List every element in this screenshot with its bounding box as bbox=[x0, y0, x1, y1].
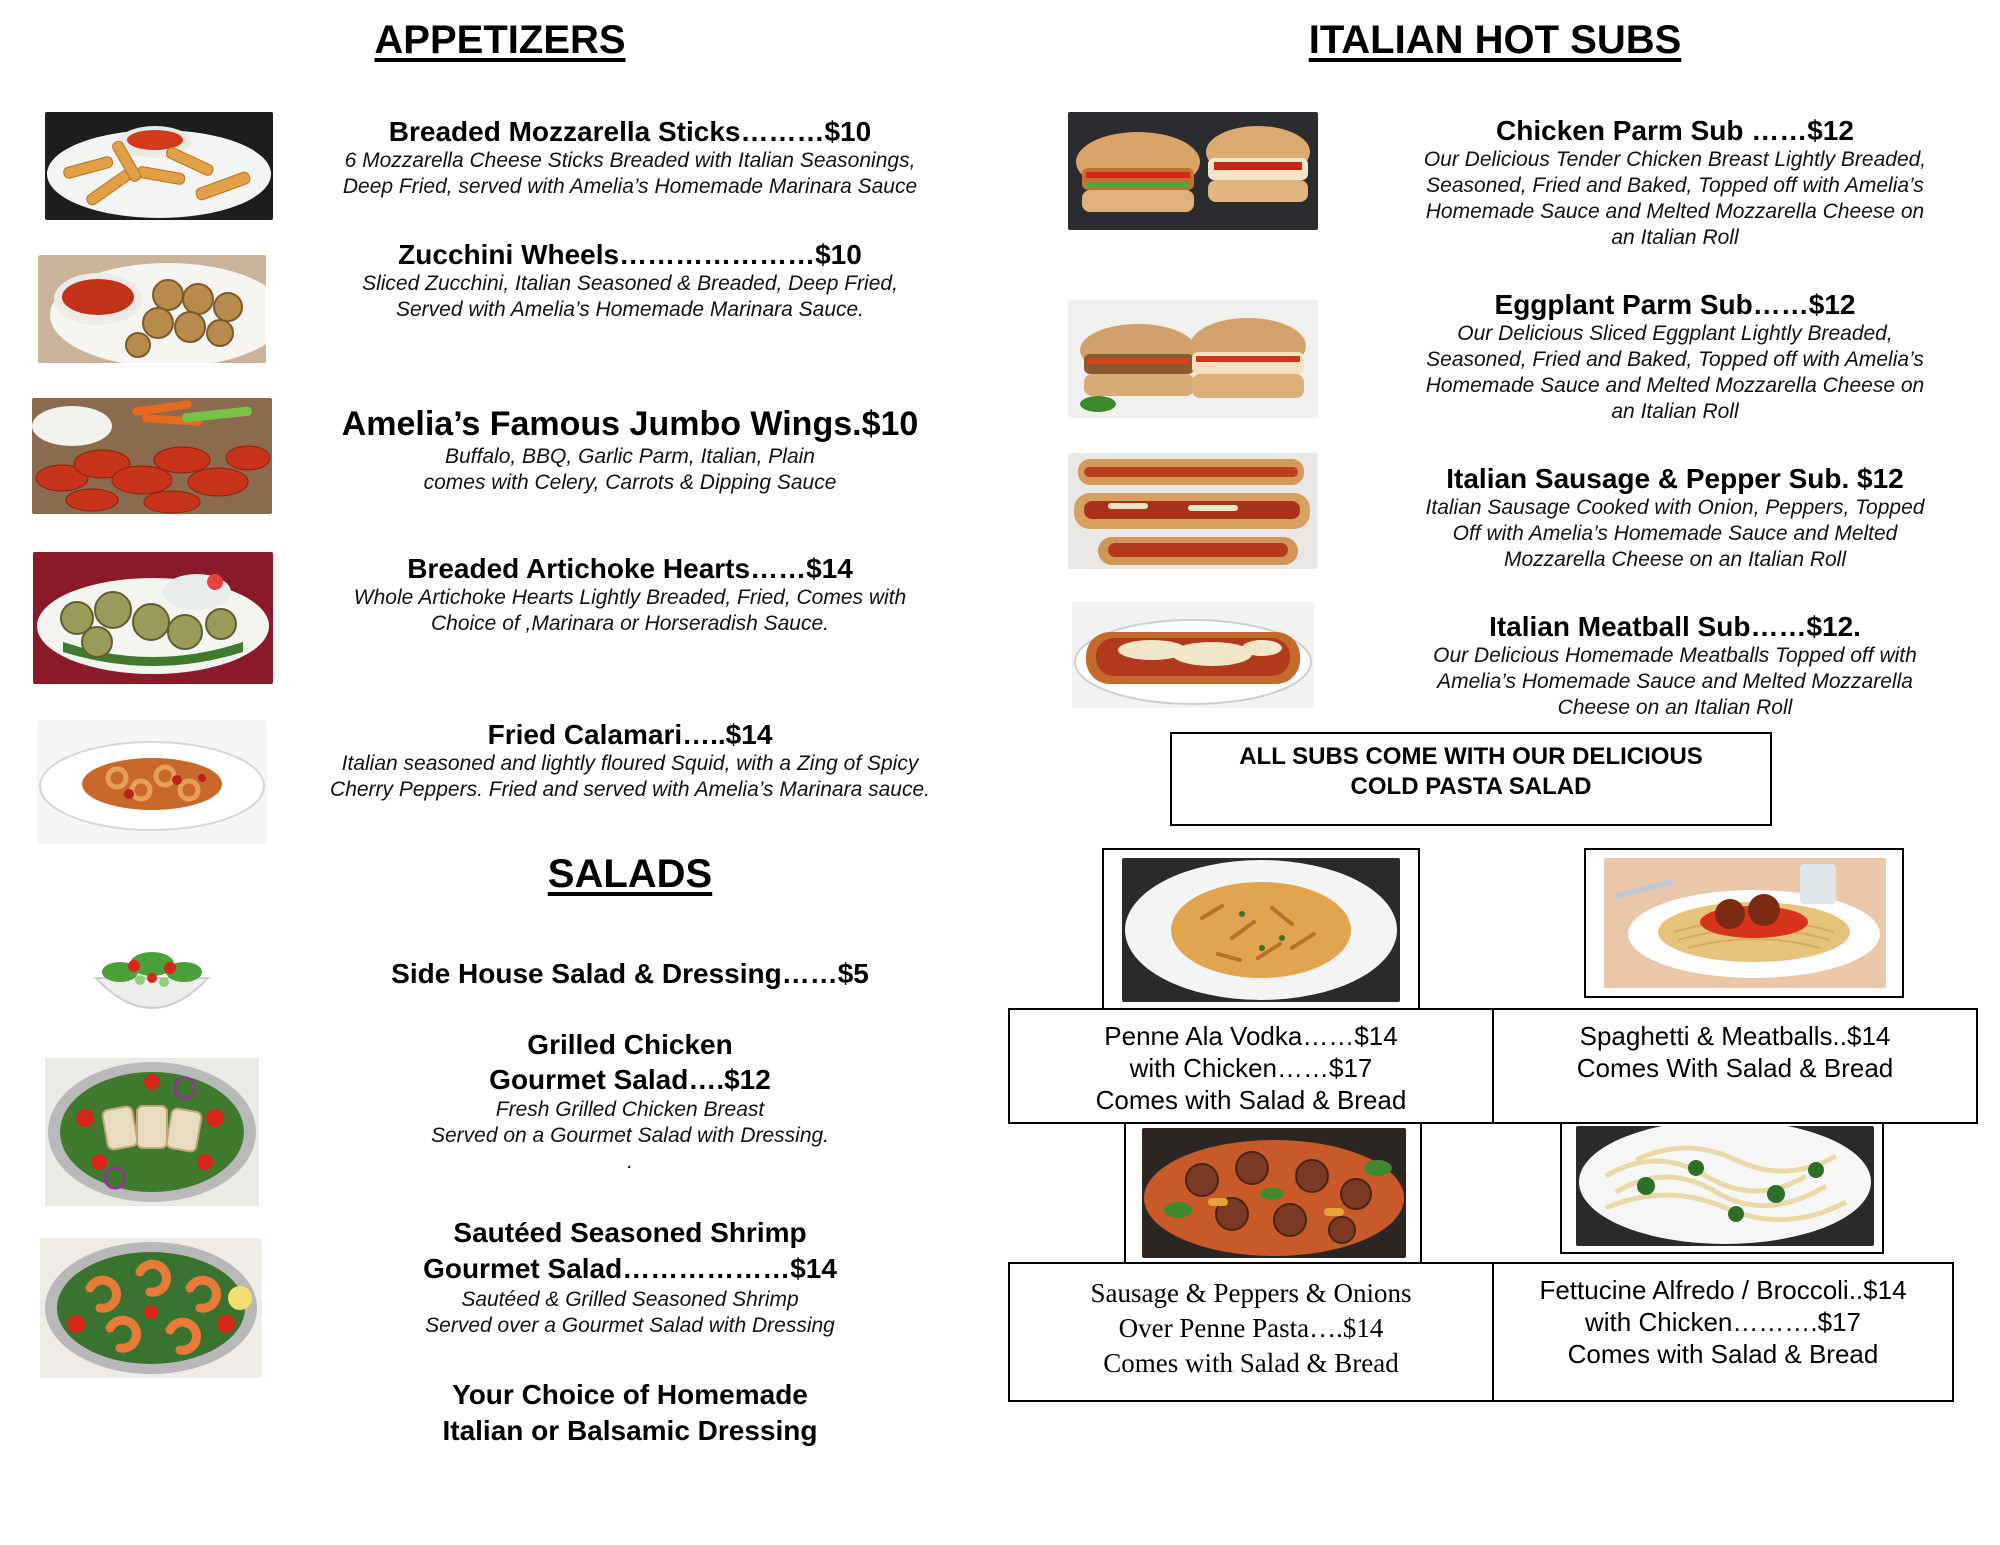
appetizers-heading: APPETIZERS bbox=[374, 18, 626, 62]
item-description: Buffalo, BBQ, Garlic Parm, Italian, Plain comes with Celery, Carrots & Dipping Sauce bbox=[423, 445, 837, 494]
appetizer-item bbox=[300, 238, 960, 323]
spaghetti-meatballs-photo-frame bbox=[1584, 848, 1904, 998]
penne-vodka-photo-frame bbox=[1102, 848, 1420, 1010]
item-name: Zucchini Wheels…………………$10 bbox=[398, 239, 862, 270]
sub-item bbox=[1370, 610, 1980, 721]
item-name: Italian Sausage & Pepper Sub. $12 bbox=[1446, 463, 1904, 494]
shrimp-salad-icon bbox=[40, 1238, 262, 1378]
subs-heading: ITALIAN HOT SUBS bbox=[1308, 18, 1682, 62]
calamari-icon bbox=[37, 720, 267, 844]
appetizer-item bbox=[300, 552, 960, 637]
item-description: 6 Mozzarella Cheese Sticks Breaded with Italian Seasonings, Deep Fried, served with Amelia’s Homemade Marinara Sauce bbox=[342, 149, 918, 198]
item-name: Amelia’s Famous Jumbo Wings.$10 bbox=[341, 405, 919, 443]
fettucine-alfredo-box: Fettucine Alfredo / Broccoli..$14 with Chicken……….$17 Comes with Salad & Bread bbox=[1492, 1262, 1954, 1402]
appetizer-item bbox=[300, 404, 960, 496]
item-description: Italian seasoned and lightly floured Squid, with a Zing of Spicy Cherry Peppers. Fried and served with Amelia’s Marinara sauce. bbox=[330, 752, 930, 801]
item-description: Fresh Grilled Chicken Breast Served on a Gourmet Salad with Dressing. . bbox=[430, 1098, 830, 1173]
item-description: Our Delicious Tender Chicken Breast Lightly Breaded, Seasoned, Fried and Baked, Topped off with Amelia’s Homemade Sauce and Melted Mozzarella Cheese on an Italian Roll bbox=[1423, 148, 1927, 249]
appetizer-item bbox=[290, 718, 970, 803]
item-description: Our Delicious Homemade Meatballs Topped off with Amelia’s Homemade Sauce and Melted Mozzarella Cheese on an Italian Roll bbox=[1433, 644, 1917, 719]
meatball-sub-icon bbox=[1072, 602, 1314, 708]
sub-item bbox=[1370, 114, 1980, 251]
salads-heading: SALADS bbox=[547, 852, 713, 896]
sausage-penne-box: Sausage & Peppers & Onions Over Penne Pasta….$14 Comes with Salad & Bread bbox=[1008, 1262, 1494, 1402]
dressing-note bbox=[330, 1377, 930, 1449]
item-name: Eggplant Parm Sub……$12 bbox=[1494, 289, 1856, 320]
penne-vodka-icon bbox=[1122, 858, 1400, 1002]
item-name: Italian Meatball Sub……$12. bbox=[1489, 611, 1861, 642]
salad-item bbox=[330, 957, 930, 990]
item-description: Sliced Zucchini, Italian Seasoned & Breaded, Deep Fried, Served with Amelia’s Homemade Marinara Sauce. bbox=[362, 272, 898, 321]
subs-pasta-salad-note: ALL SUBS COME WITH OUR DELICIOUS COLD PASTA SALAD bbox=[1170, 732, 1772, 826]
mozzarella-sticks-icon bbox=[45, 112, 273, 220]
item-description: Sautéed & Grilled Seasoned Shrimp Served over a Gourmet Salad with Dressing bbox=[425, 1288, 835, 1337]
spaghetti-meatballs-box: Spaghetti & Meatballs..$14 Comes With Salad & Bread bbox=[1492, 1008, 1978, 1124]
salad-item bbox=[330, 1215, 930, 1339]
item-name: Breaded Mozzarella Sticks………$10 bbox=[388, 116, 872, 147]
item-description: Whole Artichoke Hearts Lightly Breaded, Fried, Comes with Choice of ,Marinara or Horseradish Sauce. bbox=[353, 586, 907, 635]
item-name: Grilled Chicken Gourmet Salad….$12 bbox=[489, 1029, 771, 1095]
wings-icon bbox=[32, 398, 272, 514]
dressing-note-text: Your Choice of Homemade Italian or Balsamic Dressing bbox=[442, 1379, 818, 1446]
sausage-penne-icon bbox=[1142, 1128, 1406, 1258]
item-name: Sautéed Seasoned Shrimp Gourmet Salad………………$14 bbox=[423, 1217, 837, 1284]
sub-item bbox=[1370, 462, 1980, 573]
side-salad-icon bbox=[90, 942, 214, 1028]
salad-item bbox=[330, 1027, 930, 1175]
item-name: Breaded Artichoke Hearts……$14 bbox=[407, 553, 853, 584]
sausage-penne-photo-frame bbox=[1124, 1122, 1422, 1264]
sub-item bbox=[1370, 288, 1980, 425]
chicken-parm-sub-icon bbox=[1068, 112, 1318, 230]
spaghetti-meatballs-icon bbox=[1604, 858, 1886, 988]
eggplant-parm-sub-icon bbox=[1068, 300, 1318, 418]
sausage-pepper-sub-icon bbox=[1068, 453, 1318, 569]
fettucine-alfredo-photo-frame bbox=[1560, 1122, 1884, 1254]
artichoke-icon bbox=[33, 552, 273, 684]
item-description: Italian Sausage Cooked with Onion, Peppers, Topped Off with Amelia’s Homemade Sauce and Melted Mozzarella Cheese on an Italian Roll bbox=[1425, 496, 1925, 571]
item-name: Side House Salad & Dressing……$5 bbox=[391, 958, 869, 989]
appetizer-item bbox=[300, 115, 960, 200]
item-name: Chicken Parm Sub ……$12 bbox=[1496, 115, 1854, 146]
zucchini-wheels-icon bbox=[38, 255, 266, 363]
fettucine-alfredo-icon bbox=[1576, 1126, 1874, 1246]
penne-vodka-box: Penne Ala Vodka……$14 with Chicken……$17 Comes with Salad & Bread bbox=[1008, 1008, 1494, 1124]
chicken-salad-icon bbox=[45, 1058, 259, 1206]
item-description: Our Delicious Sliced Eggplant Lightly Breaded, Seasoned, Fried and Baked, Topped off with Amelia’s Homemade Sauce and Melted Mozzarella Cheese on an Italian Roll bbox=[1425, 322, 1925, 423]
item-name: Fried Calamari…..$14 bbox=[487, 719, 773, 750]
